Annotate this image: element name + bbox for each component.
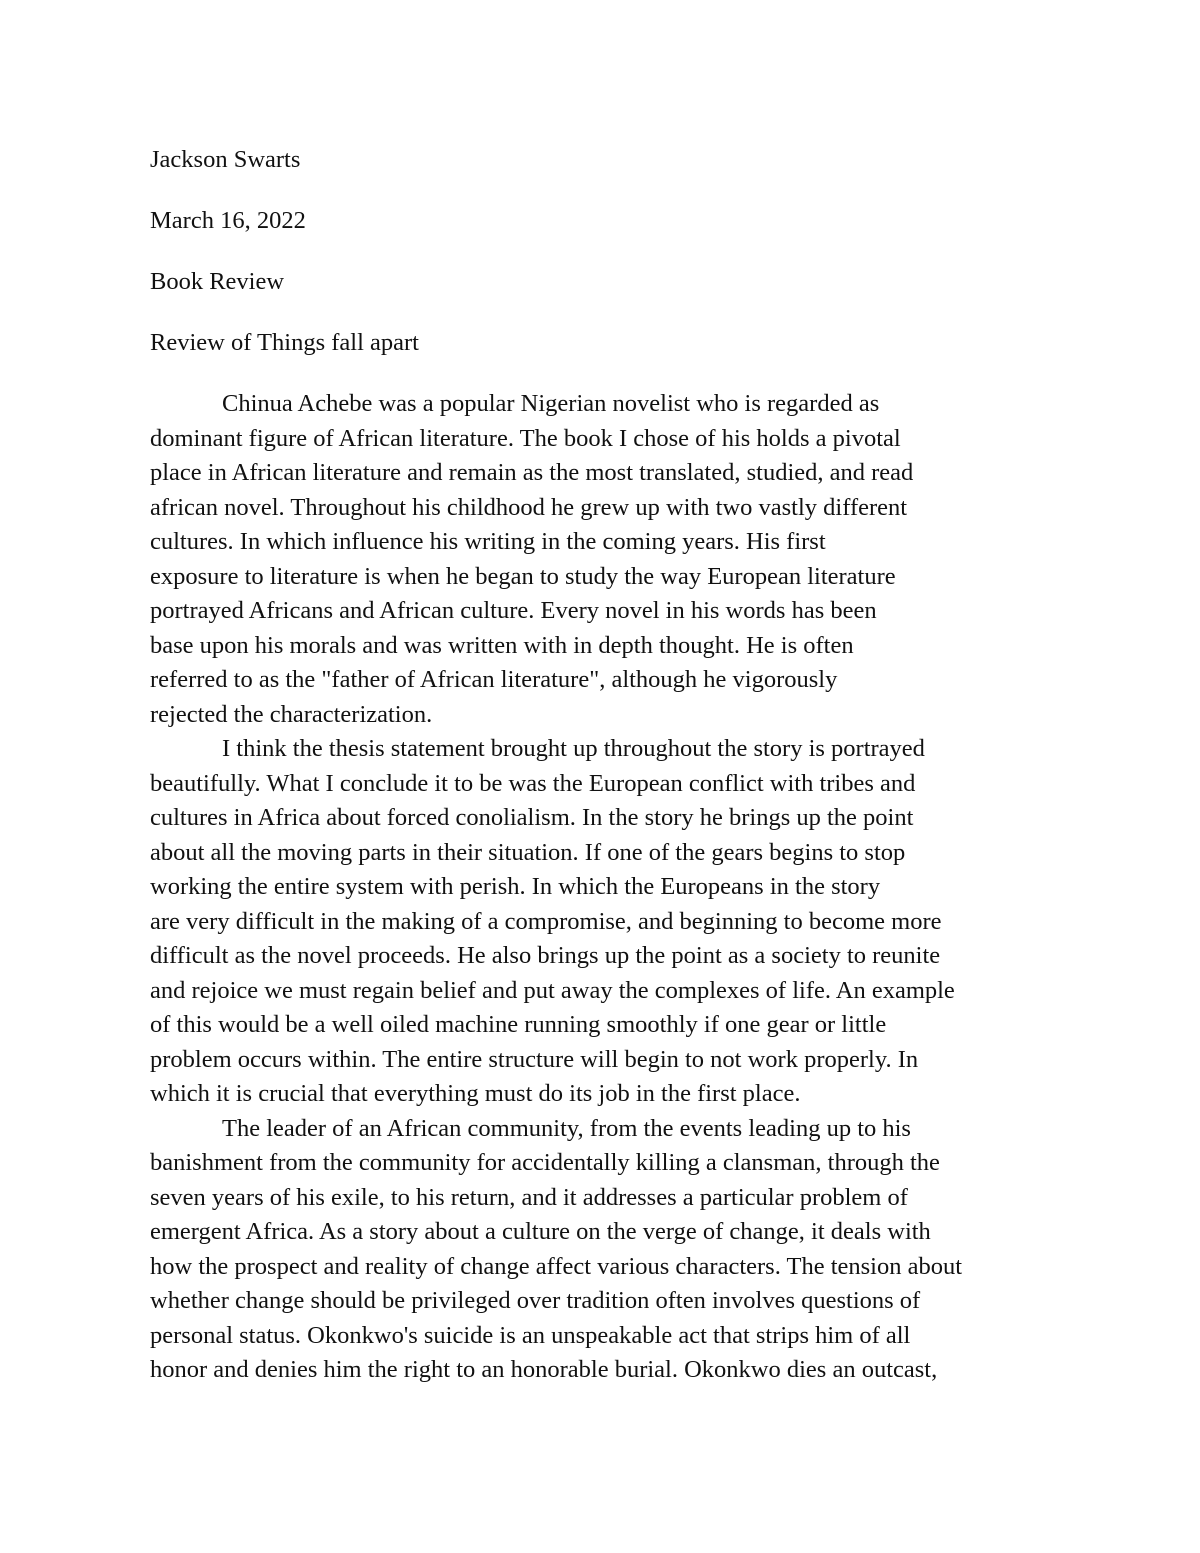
- document-title: Review of Things fall apart: [150, 329, 419, 356]
- paragraph-line: rejected the characterization.: [150, 700, 433, 728]
- document-content: [150, 143, 1050, 1388]
- paragraph-line: cultures in Africa about forced conolialism. In the story he brings up the point: [150, 804, 914, 831]
- paragraph-line: base upon his morals and was written with in depth thought. He is often: [150, 631, 854, 659]
- paragraph-line: personal status. Okonkwo's suicide is an unspeakable act that strips him of all: [150, 1321, 911, 1349]
- paragraph-line: referred to as the "father of African literature", although he vigorously: [150, 666, 838, 693]
- paragraph-line: working the entire system with perish. In which the Europeans in the story: [150, 873, 881, 900]
- body-text: [150, 387, 1050, 1388]
- paragraph-line: The leader of an African community, from the events leading up to his: [222, 1114, 911, 1142]
- paragraph-line: exposure to literature is when he began to study the way European literature: [150, 562, 896, 590]
- paragraph-line: of this would be a well oiled machine running smoothly if one gear or little: [150, 1011, 887, 1038]
- paragraph-line: african novel. Throughout his childhood he grew up with two vastly different: [150, 493, 908, 521]
- document-date: March 16, 2022: [150, 207, 306, 234]
- paragraph-2: [150, 732, 1050, 1112]
- paragraph-line: I think the thesis statement brought up throughout the story is portrayed: [222, 735, 925, 762]
- paragraph-line: cultures. In which influence his writing in the coming years. His first: [150, 528, 826, 555]
- paragraph-line: portrayed Africans and African culture. Every novel in his words has been: [150, 597, 877, 624]
- paragraph-line: which it is crucial that everything must do its job in the first place.: [150, 1080, 801, 1107]
- assignment-type: Book Review: [150, 268, 285, 295]
- paragraph-line: are very difficult in the making of a compromise, and beginning to become more: [150, 907, 942, 935]
- paragraph-line: about all the moving parts in their situation. If one of the gears begins to stop: [150, 838, 906, 866]
- paragraph-line: beautifully. What I conclude it to be was the European conflict with tribes and: [150, 769, 916, 797]
- paragraph-line: honor and denies him the right to an honorable burial. Okonkwo dies an outcast,: [150, 1356, 938, 1383]
- paragraph-line: difficult as the novel proceeds. He also brings up the point as a society to reunite: [150, 942, 941, 969]
- paragraph-1: [150, 387, 1050, 732]
- paragraph-line: seven years of his exile, to his return, and it addresses a particular problem of: [150, 1183, 908, 1211]
- paragraph-line: problem occurs within. The entire structure will begin to not work properly. In: [150, 1045, 919, 1073]
- paragraph-line: and rejoice we must regain belief and put away the complexes of life. An example: [150, 976, 955, 1004]
- paragraph-line: how the prospect and reality of change affect various characters. The tension about: [150, 1252, 963, 1280]
- paragraph-line: whether change should be privileged over tradition often involves questions of: [150, 1287, 921, 1314]
- paragraph-line: banishment from the community for accidentally killing a clansman, through the: [150, 1149, 940, 1176]
- paragraph-line: dominant figure of African literature. The book I chose of his holds a pivotal: [150, 424, 901, 452]
- paragraph-line: emergent Africa. As a story about a culture on the verge of change, it deals with: [150, 1218, 931, 1245]
- paragraph-3: [150, 1112, 1050, 1388]
- paragraph-line: Chinua Achebe was a popular Nigerian novelist who is regarded as: [222, 390, 880, 417]
- author-name: Jackson Swarts: [150, 146, 301, 173]
- paragraph-line: place in African literature and remain as the most translated, studied, and read: [150, 459, 914, 486]
